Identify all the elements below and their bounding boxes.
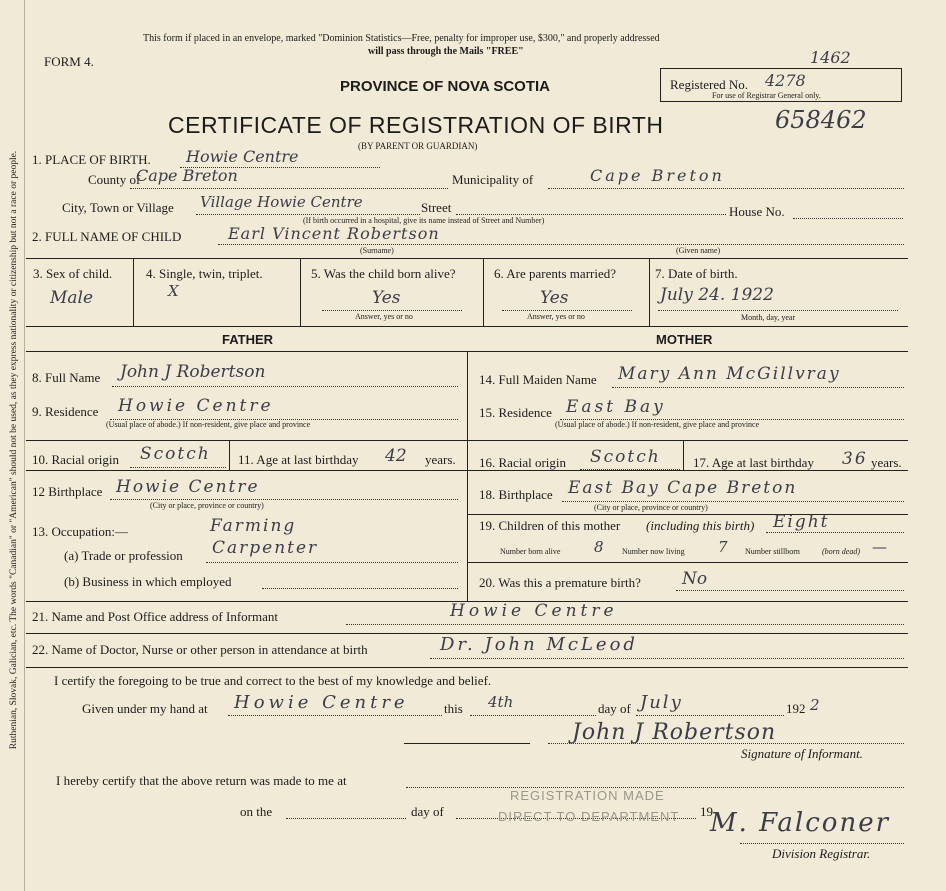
doctor-line <box>430 658 904 659</box>
stillborn-label: Number stillborn <box>745 547 800 556</box>
mother-residence-label: 15. Residence <box>479 405 552 420</box>
father-name-line <box>112 386 458 387</box>
children-line <box>766 532 904 533</box>
certificate-subtitle: (BY PARENT OR GUARDIAN) <box>358 141 478 151</box>
born-alive-line <box>322 310 462 311</box>
father-business-line <box>262 588 458 589</box>
father-racial-divider <box>229 440 230 470</box>
born-alive-count-label: Number born alive <box>500 547 561 556</box>
day-of-value: July <box>640 692 683 713</box>
mother-name-value: Mary Ann McGillvray <box>618 364 841 384</box>
father-trade-line <box>206 562 458 563</box>
date-of-birth-value: July 24. 1922 <box>660 285 774 305</box>
row3-top-rule <box>26 258 908 259</box>
row3-bottom-rule <box>26 326 908 327</box>
mother-residence-value: East Bay <box>566 397 666 417</box>
row3-divider-3 <box>483 258 484 326</box>
registered-label: Registered No. <box>670 77 748 92</box>
father-trade-value: Carpenter <box>212 538 319 558</box>
certify-statement: I certify the foregoing to be true and correct to the best of my knowledge and belief. <box>54 673 492 688</box>
this-day-line <box>470 715 596 716</box>
mother-residence-note: (Usual place of abode.) If non-resident, give place and province <box>555 420 760 429</box>
stillborn-italic-note: (born dead) <box>822 547 860 556</box>
registered-number-overwrite: 1462 <box>810 48 851 67</box>
year-value: 2 <box>810 696 820 714</box>
informant-line <box>346 624 904 625</box>
given-name-note: (Given name) <box>676 246 721 255</box>
father-residence-note: (Usual place of abode.) If non-resident, give place and province <box>106 420 311 429</box>
premature-value: No <box>682 569 708 589</box>
mother-name-line <box>612 387 904 388</box>
year-prefix: 192 <box>786 701 806 716</box>
father-birthplace-label: 12 Birthplace <box>32 484 103 499</box>
premature-line <box>676 590 904 591</box>
parents-married-note: Answer, yes or no <box>527 312 585 321</box>
father-birthplace-value: Howie Centre <box>116 477 260 497</box>
father-occupation-value: Farming <box>210 516 297 536</box>
father-racial-line <box>130 467 226 468</box>
single-twin-value: X <box>168 282 179 300</box>
father-heading: FATHER <box>222 332 274 347</box>
county-label: County of <box>88 172 141 187</box>
house-no-line <box>793 218 903 219</box>
street-label: Street <box>421 200 452 215</box>
registrar-use-note: For use of Registrar General only. <box>712 91 821 100</box>
born-alive-note: Answer, yes or no <box>355 312 413 321</box>
date-of-birth-label: 7. Date of birth. <box>655 266 738 281</box>
row3-divider-2 <box>300 258 301 326</box>
born-alive-label: 5. Was the child born alive? <box>311 266 456 281</box>
sex-label: 3. Sex of child. <box>33 266 113 281</box>
mother-birthplace-value: East Bay Cape Breton <box>568 478 798 498</box>
municipality-label: Municipality of <box>452 172 534 187</box>
informant-signature: John J Robertson <box>572 720 777 745</box>
child-name-value: Earl Vincent Robertson <box>228 224 440 243</box>
father-birthplace-note: (City or place, province or country) <box>150 501 264 510</box>
now-living-value: 7 <box>718 538 728 556</box>
mother-racial-label: 16. Racial origin <box>479 455 567 470</box>
sex-value: Male <box>50 288 94 308</box>
parents-married-line <box>502 310 632 311</box>
father-occupation-label: 13. Occupation:— <box>32 524 129 539</box>
municipality-value: Cape Breton <box>590 166 725 185</box>
given-place-value: Howie Centre <box>234 692 409 713</box>
father-age-years: years. <box>425 452 456 467</box>
margin-rule <box>24 0 25 891</box>
father-age-value: 42 <box>385 446 407 466</box>
mother-age-label: 17. Age at last birthday <box>693 455 814 470</box>
children-label: 19. Children of this mother <box>479 518 621 533</box>
given-under-label: Given under my hand at <box>82 701 208 716</box>
single-twin-label: 4. Single, twin, triplet. <box>146 266 263 281</box>
city-value: Village Howie Centre <box>200 193 363 211</box>
mother-racial-divider <box>683 440 684 470</box>
this-day-value: 4th <box>488 693 514 711</box>
place-of-birth-label: 1. PLACE OF BIRTH. <box>32 152 151 167</box>
doctor-label: 22. Name of Doctor, Nurse or other person in attendance at birth <box>32 642 368 657</box>
city-line <box>196 214 420 215</box>
city-label: City, Town or Village <box>62 200 174 215</box>
mother-racial-value: Scotch <box>590 447 661 467</box>
certificate-number: 658462 <box>775 106 867 134</box>
parents-married-label: 6. Are parents married? <box>494 266 617 281</box>
date-of-birth-line <box>658 310 898 311</box>
street-line <box>456 214 726 215</box>
father-trade-label: (a) Trade or profession <box>64 548 183 563</box>
place-of-birth-value: Howie Centre <box>186 147 299 166</box>
informant-value: Howie Centre <box>450 601 618 621</box>
parents-center-divider <box>467 351 468 601</box>
children-italic-note: (including this birth) <box>646 518 755 533</box>
registrar-year-prefix: 19 <box>700 804 713 819</box>
registered-number-value: 4278 <box>765 71 806 90</box>
father-racial-label: 10. Racial origin <box>32 452 120 467</box>
certify-short-rule <box>404 743 530 744</box>
mother-racial-line <box>580 469 680 470</box>
parents-married-value: Yes <box>540 288 569 308</box>
county-line <box>130 188 448 189</box>
given-place-line <box>228 715 442 716</box>
province-heading: PROVINCE OF NOVA SCOTIA <box>340 78 551 95</box>
registrar-signature: M. Falconer <box>710 808 891 838</box>
registrar-signature-line <box>740 843 904 844</box>
mother-age-value: 36 <box>842 449 868 469</box>
mother-name-label: 14. Full Maiden Name <box>479 372 597 387</box>
row3-divider-4 <box>649 258 650 326</box>
father-residence-label: 9. Residence <box>32 404 99 419</box>
mother-birthplace-note: (City or place, province or country) <box>594 503 708 512</box>
side-margin-note: Ruthenian, Slovak, Galician, etc. The words "Canadian" or "American" should not be used, as they express nationality or citizenship but not a race or people. <box>9 150 19 750</box>
child-name-line <box>218 244 904 245</box>
surname-note: (Surname) <box>360 246 394 255</box>
mother-age-years: years. <box>871 455 902 470</box>
premature-top-rule <box>467 562 908 563</box>
mother-birthplace-line <box>562 501 904 502</box>
form-number: FORM 4. <box>44 54 94 69</box>
registrar-on-line <box>286 818 406 819</box>
day-of-label: day of <box>598 701 631 716</box>
father-name-label: 8. Full Name <box>32 370 101 385</box>
day-of-line <box>636 715 784 716</box>
county-value: Cape Breton <box>136 166 238 185</box>
children-value: Eight <box>773 512 830 532</box>
registration-stamp <box>498 788 679 824</box>
certify-top-rule <box>26 667 908 668</box>
father-business-label: (b) Business in which employed <box>64 574 232 589</box>
date-of-birth-note: Month, day, year <box>741 313 796 322</box>
born-alive-count-value: 8 <box>594 538 604 556</box>
row3-divider-1 <box>133 258 134 326</box>
stamp-line1: REGISTRATION MADE <box>510 788 665 803</box>
registrar-on-label: on the <box>240 804 273 819</box>
doctor-value: Dr. John McLeod <box>440 634 638 655</box>
certificate-title: CERTIFICATE OF REGISTRATION OF BIRTH <box>168 112 664 138</box>
municipality-line <box>548 188 904 189</box>
father-birthplace-line <box>110 499 458 500</box>
mother-heading: MOTHER <box>656 332 713 347</box>
informant-signature-line <box>548 743 904 744</box>
registrar-day-label: day of <box>411 804 444 819</box>
this-label: this <box>444 701 463 716</box>
born-alive-value: Yes <box>372 288 401 308</box>
informant-signature-label: Signature of Informant. <box>741 746 863 761</box>
now-living-label: Number now living <box>622 547 685 556</box>
father-name-value: John J Robertson <box>120 362 266 382</box>
premature-label: 20. Was this a premature birth? <box>479 575 641 590</box>
informant-label: 21. Name and Post Office address of Informant <box>32 609 278 624</box>
registrar-certify-statement: I hereby certify that the above return was made to me at <box>56 773 347 788</box>
mother-children-top-rule <box>467 514 908 515</box>
registrar-signature-label: Division Registrar. <box>772 846 871 861</box>
house-no-label: House No. <box>729 204 785 219</box>
postal-notice-line2: will pass through the Mails "FREE" <box>368 46 524 57</box>
racial-row-top-rule <box>26 440 908 441</box>
mother-birthplace-label: 18. Birthplace <box>479 487 553 502</box>
postal-notice-line1: This form if placed in an envelope, marked "Dominion Statistics—Free, penalty for improper use, $300," and properly addressed <box>143 33 660 44</box>
child-name-label: 2. FULL NAME OF CHILD <box>32 229 182 244</box>
father-age-label: 11. Age at last birthday <box>238 452 359 467</box>
father-residence-value: Howie Centre <box>118 396 274 416</box>
stamp-line2: DIRECT TO DEPARTMENT <box>498 809 680 824</box>
father-racial-value: Scotch <box>140 444 211 464</box>
stillborn-value: — <box>872 538 887 556</box>
hospital-note: (If birth occurred in a hospital, give its name instead of Street and Number) <box>303 216 545 225</box>
